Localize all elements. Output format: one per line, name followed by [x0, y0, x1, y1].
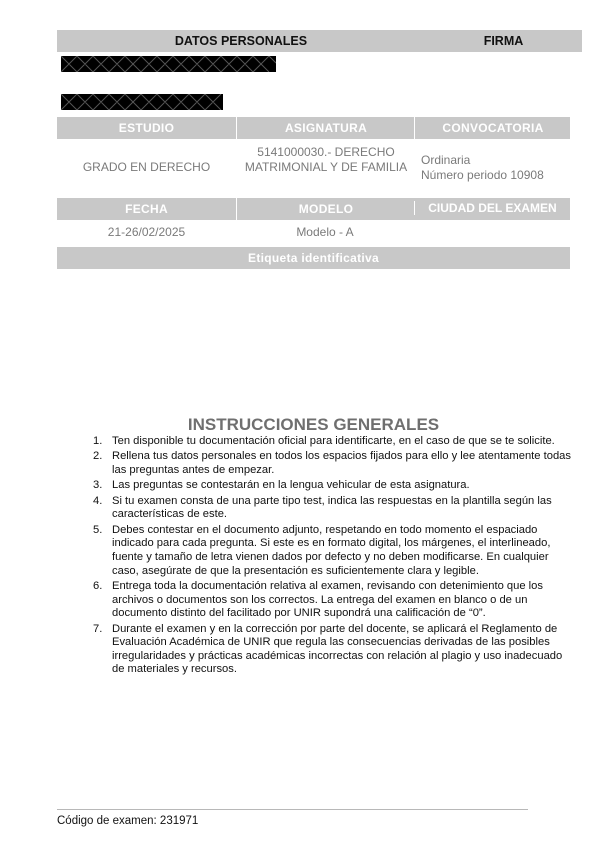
- subject-value: 5141000030.- DERECHO MATRIMONIAL Y DE FAMILIA: [244, 145, 408, 174]
- personal-data-header-bar: [57, 30, 582, 52]
- subject-header: ASIGNATURA: [236, 117, 415, 139]
- exam-call-header: CONVOCATORIA: [414, 117, 571, 139]
- instruction-text: Durante el examen y en la corrección por parte del docente, se aplicará el Reglamento de Evaluación Académica de UNIR que regula las consecuencias derivadas de las posibles irregularidades y prácticas académicas incorrectas con relación al plagio y uso inadecuado de materiales y recursos.: [112, 622, 563, 676]
- exam-call-line2: Número periodo 10908: [421, 168, 544, 182]
- study-header: ESTUDIO: [118, 121, 175, 135]
- date-value: 21-26/02/2025: [107, 225, 186, 239]
- instruction-item: 2. Rellena tus datos personales en todos los espacios fijados para ello y lee atentamente todas las preguntas antes de empezar.: [93, 450, 571, 476]
- instruction-text: Entrega toda la documentación relativa al examen, revisando con detenimiento que los archivos o documentos son los correctos. La entrega del examen en blanco o de un documento distinto del facilitado por UNIR supondrá una calificación de “0”.: [112, 579, 543, 620]
- date-header: FECHA: [125, 202, 168, 216]
- redacted-name: [61, 56, 276, 72]
- instruction-text: Ten disponible tu documentación oficial para identificarte, en el caso de que se te solicite.: [112, 435, 555, 447]
- instruction-text: Si tu examen consta de una parte tipo test, indica las respuestas en la plantilla según las características de este.: [112, 494, 552, 521]
- instruction-item: 5. Debes contestar en el documento adjunto, respetando en todo momento el espaciado indicado para cada pregunta. Si este es en formato digital, los márgenes, el interlineado, fuente y tamaño de letra vienen dados por defecto y no deben modificarse. En cualquier caso, asegúrate de que la presentación es suficientemente clara y legible.: [93, 523, 551, 577]
- id-label-bar: [57, 247, 570, 269]
- instruction-text: Las preguntas se contestarán en la lengua vehicular de esta asignatura.: [112, 479, 470, 492]
- personal-data-label: DATOS PERSONALES: [174, 34, 308, 48]
- study-table-header: [57, 117, 570, 139]
- exam-call-line1: Ordinaria: [421, 153, 471, 167]
- instructions-list: [93, 435, 571, 679]
- instruction-item: 1. Ten disponible tu documentación oficial para identificarte, en el caso de que se te solicite.: [93, 435, 555, 447]
- model-header: MODELO: [236, 198, 415, 220]
- instruction-text: Rellena tus datos personales en todos los espacios fijados para ello y lee atentamente todas las preguntas antes de empezar.: [112, 450, 571, 476]
- exam-code: Código de examen: 231971: [57, 815, 199, 827]
- instruction-text: Debes contestar en el documento adjunto, respetando en todo momento el espaciado indicado para cada pregunta. Si este es en formato digital, los márgenes, el interlineado, fuente y tamaño de letra vienen dados por defecto y no deben modificarse. En cualquier caso, asegúrate de que la presentación es suficientemente clara y legible.: [112, 523, 551, 577]
- instruction-item: 3. Las preguntas se contestarán en la lengua vehicular de esta asignatura.: [93, 479, 470, 492]
- id-label-text: Etiqueta identificativa: [248, 251, 379, 265]
- date-table-header: [57, 198, 570, 220]
- instruction-item: 6. Entrega toda la documentación relativa al examen, revisando con detenimiento que los archivos o documentos son los correctos. La entrega del examen en blanco o de un documento distinto del facilitado por UNIR supondrá una calificación de “0”.: [93, 579, 543, 620]
- footer-divider: [57, 809, 528, 810]
- redacted-id: [61, 94, 223, 110]
- instruction-item: 4. Si tu examen consta de una parte tipo test, indica las respuestas en la plantilla según las características de este.: [93, 494, 552, 521]
- exam-city-header: CIUDAD DEL EXAMEN: [414, 201, 570, 215]
- instructions-title: INSTRUCCIONES GENERALES: [187, 415, 440, 434]
- model-value: Modelo - A: [296, 225, 354, 239]
- instruction-item: 7. Durante el examen y en la corrección por parte del docente, se aplicará el Reglamento de Evaluación Académica de UNIR que regula las consecuencias derivadas de las posibles irregularidades y prácticas académicas incorrectas con relación al plagio y uso inadecuado de materiales y recursos.: [93, 622, 563, 676]
- study-value: GRADO EN DERECHO: [82, 160, 211, 174]
- signature-label: FIRMA: [483, 34, 524, 48]
